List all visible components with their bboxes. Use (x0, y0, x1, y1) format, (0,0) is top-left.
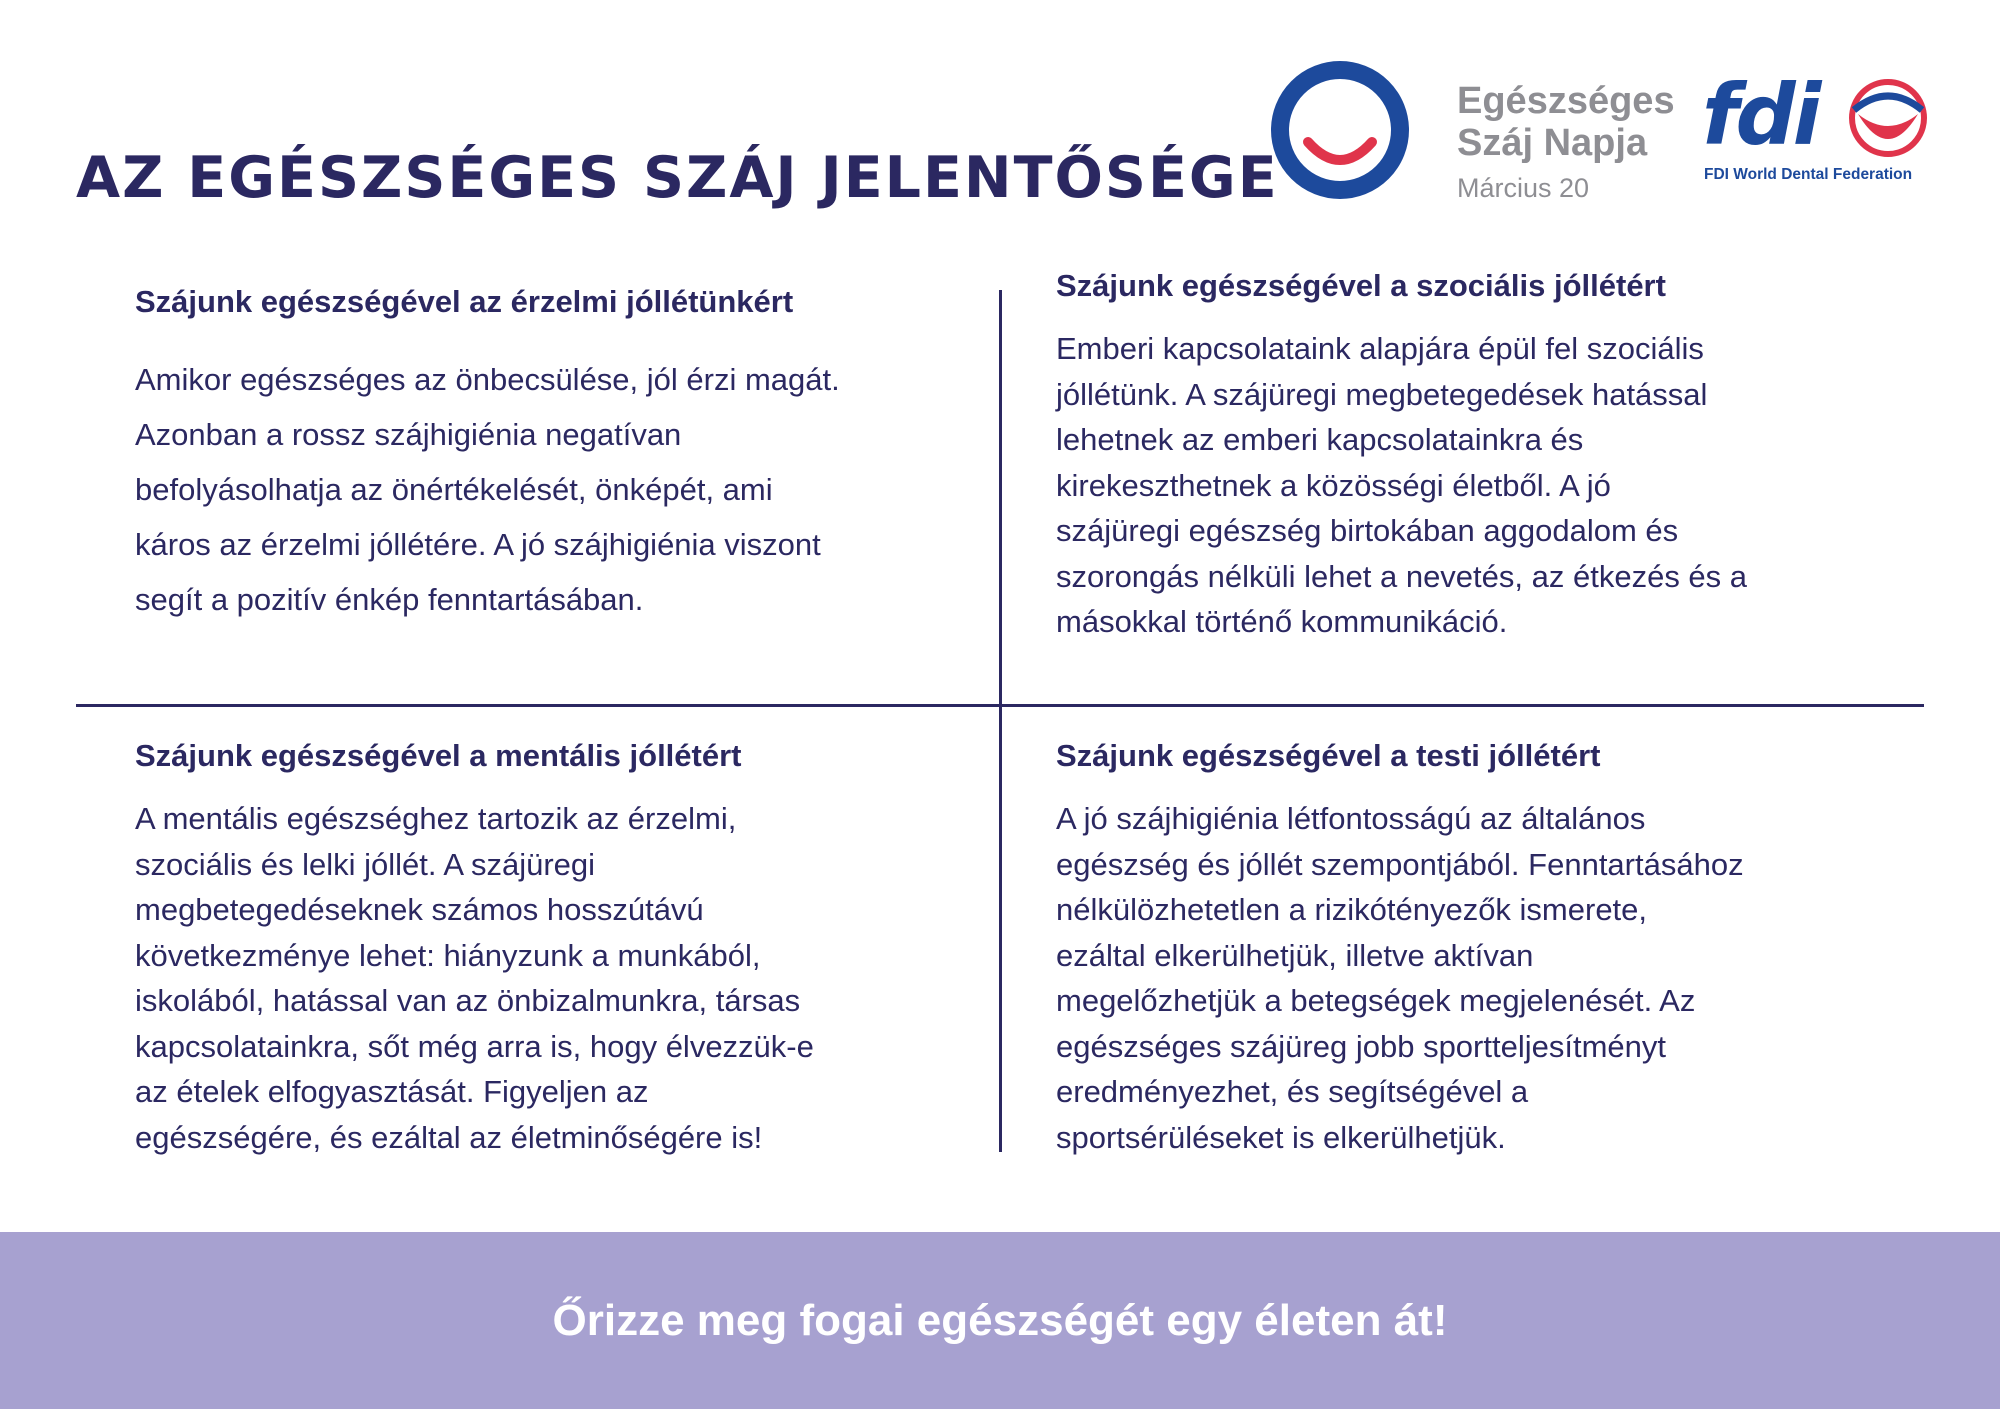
section-physical-wellbeing (1056, 736, 1876, 1160)
vertical-divider (999, 290, 1002, 1152)
body-line: eredményezhet, és segítségével a (1056, 1074, 1529, 1109)
fdi-logo (1702, 66, 1932, 190)
body-line: jóllétünk. A szájüregi megbetegedések hatással (1056, 376, 1708, 412)
body-line: kapcsolatainkra, sőt még arra is, hogy élvezzük-e (135, 1028, 814, 1064)
section-body (1056, 796, 1876, 1160)
body-line: ezáltal elkerülhetjük, illetve aktívan (1056, 937, 1534, 973)
body-line: egészség és jóllét szempontjából. Fenntartásához (1056, 846, 1744, 882)
smile-ring-logo-icon (1270, 60, 1410, 200)
fdi-wordmark: fdi (1702, 66, 1819, 164)
body-line: befolyásolhatja az önértékelését, önképét, ami (135, 472, 773, 507)
body-line: szájüregi egészség birtokában aggodalom és (1056, 513, 1679, 548)
body-line: Azonban a rossz szájhigiénia negatívan (135, 417, 682, 452)
body-line: A jó szájhigiénia létfontosságú az általános (1056, 801, 1646, 836)
fdi-smile-mark-icon (1844, 74, 1932, 162)
body-line: megelőzhetjük a betegségek megjelenését. Az (1056, 983, 1696, 1018)
body-line: sportsérüléseket is elkerülhetjük. (1056, 1119, 1506, 1155)
body-line: szociális és lelki jóllét. A szájüregi (135, 846, 596, 882)
section-mental-wellbeing (135, 736, 955, 1160)
body-line: A mentális egészséghez tartozik az érzelmi, (135, 801, 737, 836)
section-heading: Szájunk egészségével a szociális jóllétért (1056, 268, 1666, 303)
body-line: következménye lehet: hiányzunk a munkából, (135, 937, 761, 973)
world-oral-health-day-logo-text (1457, 80, 1675, 206)
body-line: kirekeszthetnek a közösségi életből. A jó (1056, 467, 1611, 503)
body-line: megbetegedéseknek számos hosszútávú (135, 892, 704, 927)
section-body (135, 352, 955, 627)
section-social-wellbeing (1056, 266, 1876, 645)
body-line: Emberi kapcsolataink alapjára épül fel szociális (1056, 331, 1704, 366)
logo-text-line-1: Egészséges (1457, 80, 1675, 122)
body-line: szorongás nélküli lehet a nevetés, az étkezés és a (1056, 558, 1748, 594)
body-line: káros az érzelmi jóllétére. A jó szájhigiénia viszont (135, 527, 821, 562)
body-line: egészségére, és ezáltal az életminőségére is! (135, 1119, 763, 1155)
body-line: Amikor egészséges az önbecsülése, jól érzi magát. (135, 362, 840, 397)
body-line: nélkülözhetetlen a rizikótényezők ismerete, (1056, 892, 1648, 927)
footer-slogan: Őrizze meg fogai egészségét egy életen át! (552, 1295, 1448, 1345)
body-line: egészséges szájüreg jobb sportteljesítményt (1056, 1028, 1666, 1064)
section-body (135, 796, 955, 1160)
body-line: iskolából, hatással van az önbizalmunkra, társas (135, 983, 801, 1018)
logo-text-line-2: Száj Napja (1457, 122, 1648, 164)
section-heading: Szájunk egészségével a mentális jóllétért (135, 738, 742, 773)
body-line: az ételek elfogyasztását. Figyeljen az (135, 1074, 649, 1109)
section-body (1056, 326, 1876, 645)
body-line: másokkal történő kommunikáció. (1056, 604, 1508, 639)
body-line: segít a pozitív énkép fenntartásában. (135, 582, 644, 617)
horizontal-divider (76, 704, 1924, 707)
page-title: AZ EGÉSZSÉGES SZÁJ JELENTŐSÉGE (76, 145, 1279, 211)
body-line: lehetnek az emberi kapcsolatainkra és (1056, 422, 1584, 457)
section-emotional-wellbeing (135, 282, 955, 627)
footer-banner (0, 1232, 2000, 1409)
logo-date: Március 20 (1457, 173, 1590, 203)
section-heading: Szájunk egészségével a testi jóllétért (1056, 738, 1601, 773)
section-heading: Szájunk egészségével az érzelmi jóllétünkért (135, 284, 794, 319)
fdi-tagline: FDI World Dental Federation (1704, 166, 1913, 183)
